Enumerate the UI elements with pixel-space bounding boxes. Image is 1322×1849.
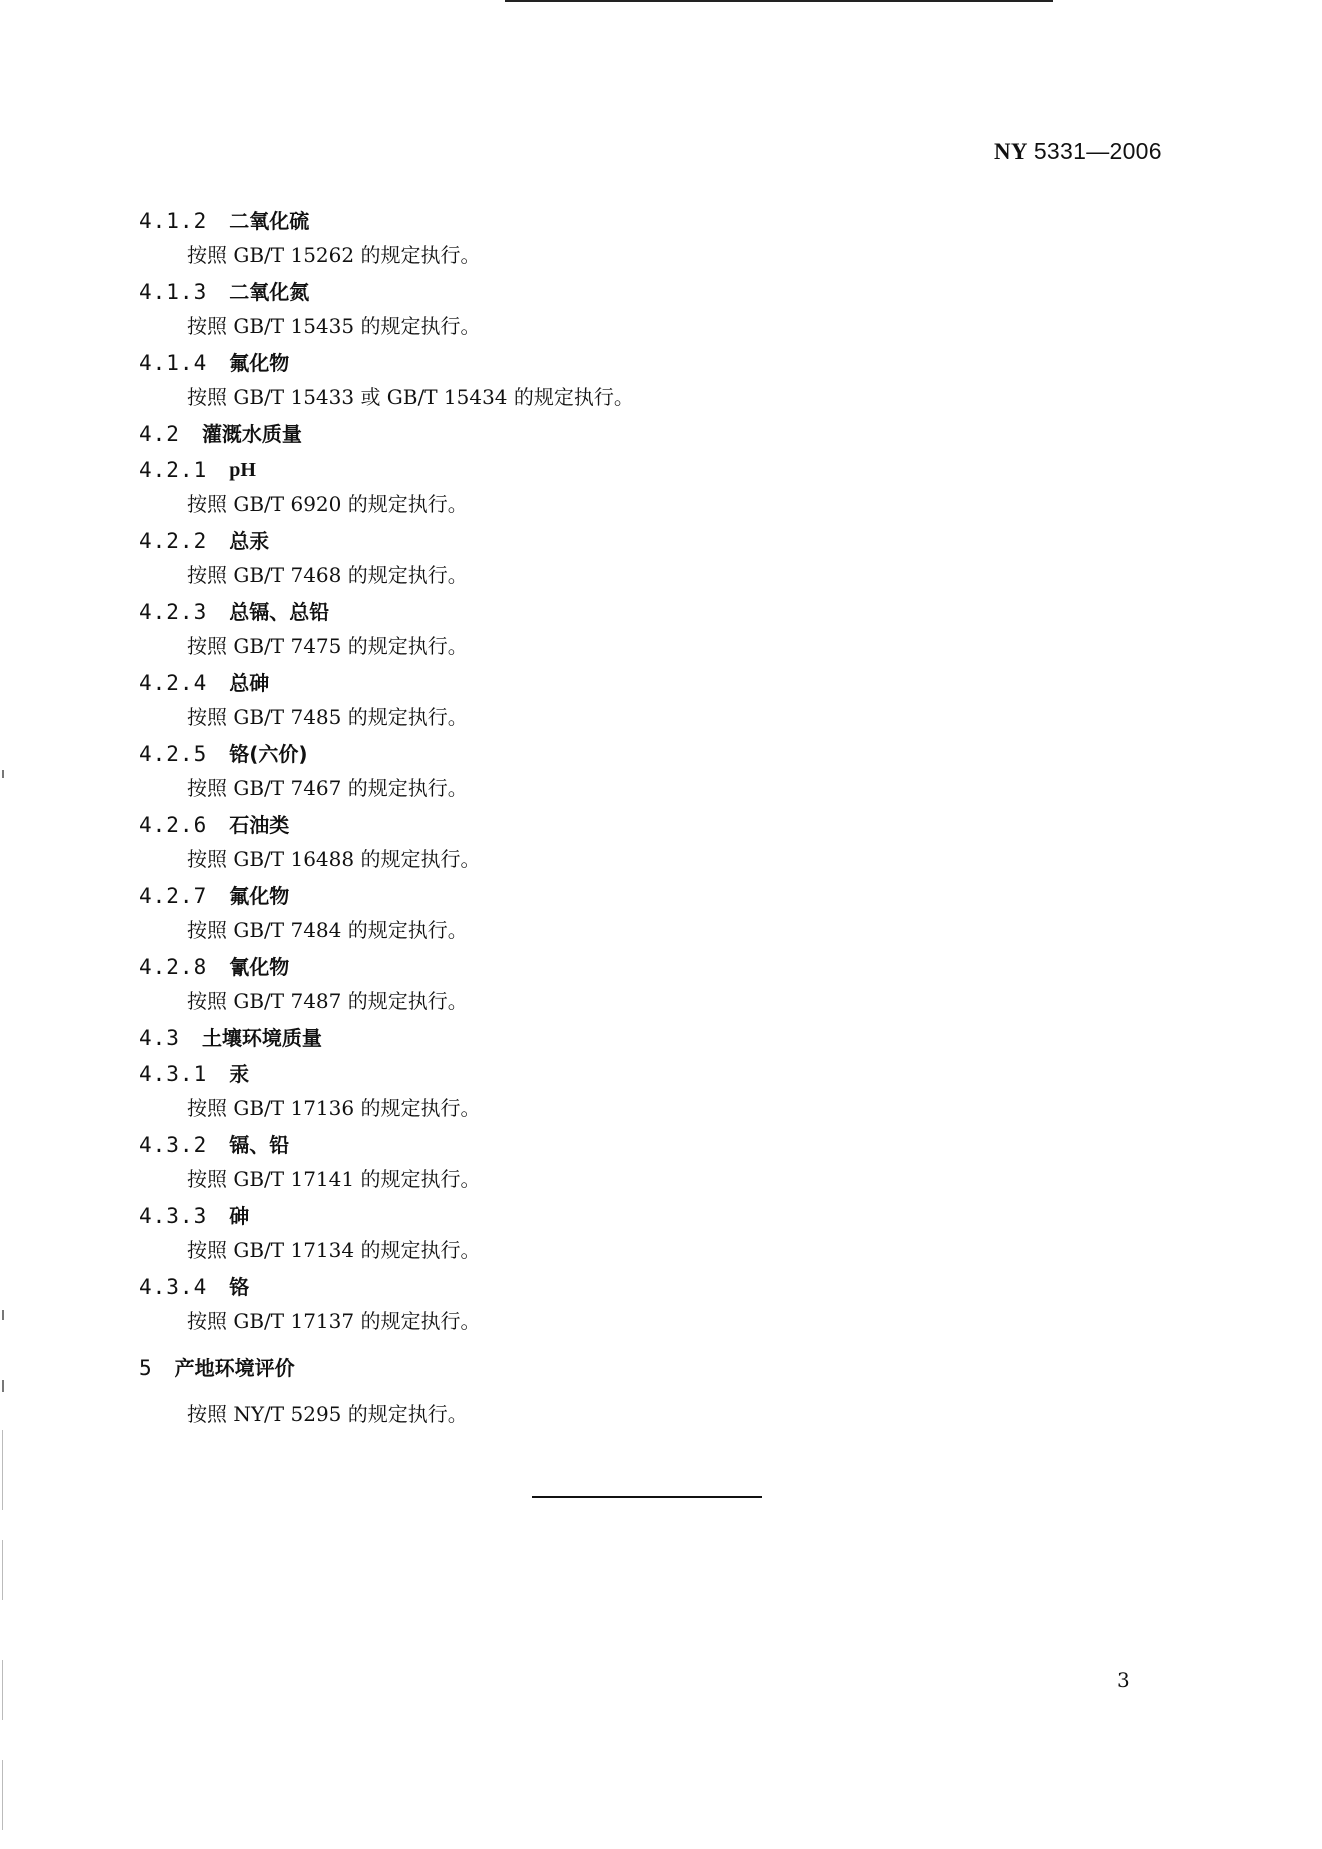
section-title: 氟化物 — [229, 883, 290, 908]
scan-edge-mark — [2, 1430, 3, 1510]
section-number: 4.3.4 — [139, 1274, 208, 1299]
section-number: 4.1.4 — [139, 350, 208, 375]
section-text: 按照 GB/T 17134 的规定执行。 — [187, 1238, 481, 1262]
scan-edge-mark — [2, 1380, 4, 1392]
section-title: 二氧化氮 — [229, 279, 310, 304]
section-heading — [139, 415, 1139, 451]
section-number: 4.2.8 — [139, 954, 208, 979]
section-text: 按照 GB/T 7484 的规定执行。 — [187, 918, 468, 942]
section-number: 4.1.3 — [139, 279, 208, 304]
section-text: 按照 GB/T 16488 的规定执行。 — [187, 847, 481, 871]
section-number: 4.2.5 — [139, 741, 208, 766]
section-number: 4.2 — [139, 421, 180, 446]
section-title: pH — [229, 458, 256, 481]
section-heading — [139, 1019, 1139, 1055]
section-text: 按照 GB/T 6920 的规定执行。 — [187, 492, 468, 516]
page-number: 3 — [1117, 1668, 1130, 1692]
section-heading — [139, 522, 1139, 558]
section-text: 按照 GB/T 17136 的规定执行。 — [187, 1096, 481, 1120]
section-title: 二氧化硫 — [229, 208, 310, 233]
section-heading — [139, 735, 1139, 771]
section-text: 按照 GB/T 7467 的规定执行。 — [187, 776, 468, 800]
section-number: 4.2.1 — [139, 457, 208, 482]
section-heading — [139, 451, 1139, 487]
section-heading — [139, 664, 1139, 700]
section-heading — [139, 1197, 1139, 1233]
section-number: 4.1.2 — [139, 208, 208, 233]
top-rule — [505, 0, 1053, 2]
doc-code-prefix: NY — [994, 139, 1028, 164]
section-text: 按照 GB/T 17141 的规定执行。 — [187, 1167, 481, 1191]
section-number: 4.2.2 — [139, 528, 208, 553]
section-text: 按照 GB/T 17137 的规定执行。 — [187, 1309, 481, 1333]
section-text: 按照 GB/T 7475 的规定执行。 — [187, 634, 468, 658]
section-number: 4.3.3 — [139, 1203, 208, 1228]
section-title: 总砷 — [229, 670, 270, 695]
section-number: 4.3.1 — [139, 1061, 208, 1086]
section-heading — [139, 344, 1139, 380]
scan-edge-mark — [2, 770, 4, 778]
section-5-heading — [139, 1349, 1139, 1385]
section-heading — [139, 1055, 1139, 1091]
section-title: 总汞 — [229, 528, 270, 553]
section-number: 4.2.4 — [139, 670, 208, 695]
scan-edge-mark — [2, 1660, 3, 1720]
document-body — [139, 202, 1139, 1432]
section-title: 灌溉水质量 — [201, 421, 302, 446]
section-text: 按照 GB/T 7468 的规定执行。 — [187, 563, 468, 587]
section-heading — [139, 202, 1139, 238]
section-number: 5 — [139, 1355, 153, 1380]
section-title: 土壤环境质量 — [201, 1025, 322, 1050]
section-heading — [139, 273, 1139, 309]
doc-code-number: 5331—2006 — [1033, 138, 1162, 164]
section-number: 4.3 — [139, 1025, 180, 1050]
section-title: 总镉、总铅 — [229, 599, 330, 624]
section-text: 按照 GB/T 15262 的规定执行。 — [187, 243, 481, 267]
section-number: 4.2.7 — [139, 883, 208, 908]
section-title: 产地环境评价 — [174, 1355, 295, 1380]
section-title: 砷 — [229, 1203, 250, 1228]
section-title: 镉、铅 — [229, 1132, 290, 1157]
section-title: 氰化物 — [229, 954, 290, 979]
section-heading — [139, 948, 1139, 984]
section-title: 石油类 — [229, 812, 290, 837]
section-heading — [139, 1126, 1139, 1162]
section-title: 铬(六价) — [229, 741, 308, 766]
document-code — [994, 138, 1162, 165]
section-text: 按照 GB/T 7487 的规定执行。 — [187, 989, 468, 1013]
section-text: 按照 GB/T 7485 的规定执行。 — [187, 705, 468, 729]
scan-edge-mark — [2, 1760, 3, 1830]
scan-edge-mark — [2, 1310, 4, 1320]
section-5-text: 按照 NY/T 5295 的规定执行。 — [187, 1402, 468, 1426]
section-heading — [139, 593, 1139, 629]
section-title: 氟化物 — [229, 350, 290, 375]
section-text: 按照 GB/T 15433 或 GB/T 15434 的规定执行。 — [187, 385, 634, 409]
section-heading — [139, 877, 1139, 913]
section-text: 按照 GB/T 15435 的规定执行。 — [187, 314, 481, 338]
section-heading — [139, 1268, 1139, 1304]
section-number: 4.3.2 — [139, 1132, 208, 1157]
section-title: 汞 — [229, 1061, 250, 1086]
section-heading — [139, 806, 1139, 842]
scan-edge-mark — [2, 1540, 3, 1600]
section-title: 铬 — [229, 1274, 250, 1299]
section-number: 4.2.3 — [139, 599, 208, 624]
section-number: 4.2.6 — [139, 812, 208, 837]
end-of-document-rule — [532, 1496, 762, 1498]
